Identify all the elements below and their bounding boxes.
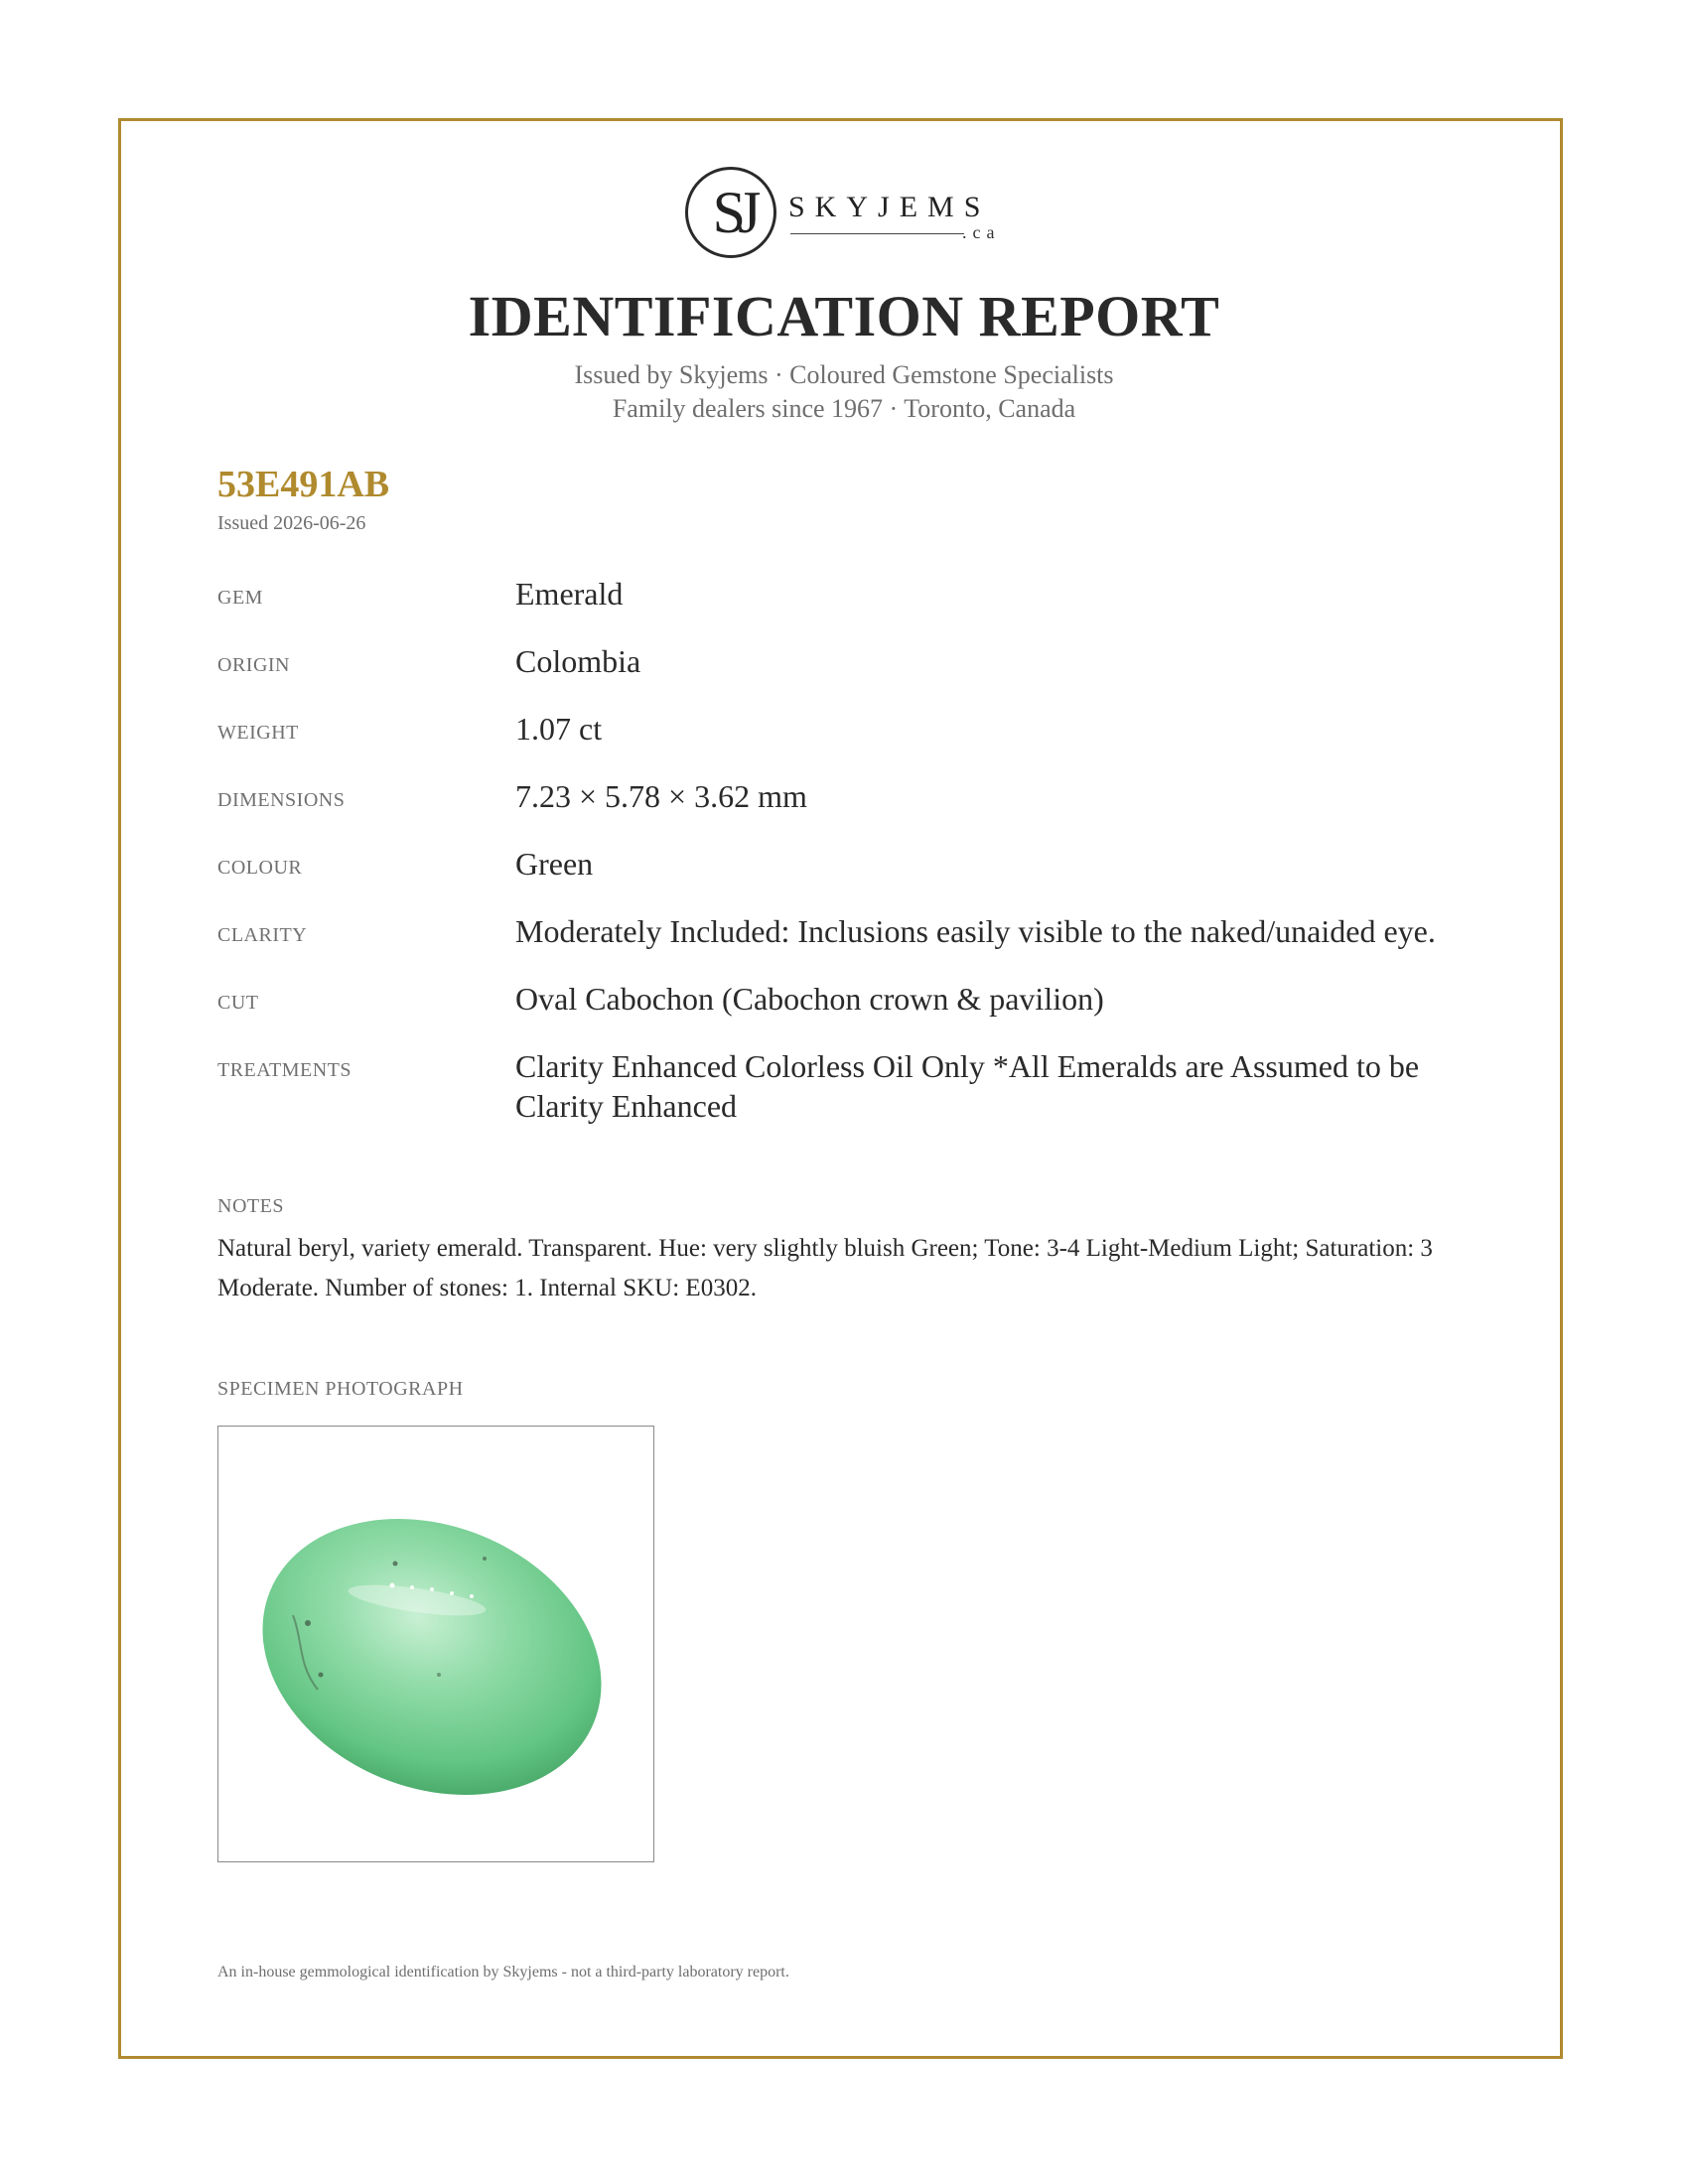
photo-label: SPECIMEN PHOTOGRAPH (217, 1378, 464, 1400)
specimen-photograph (217, 1426, 654, 1862)
issue-date: Issued 2026-06-26 (217, 512, 366, 534)
field-label: GEM (217, 587, 263, 609)
notes-text: Natural beryl, variety emerald. Transparent. Hue: very slightly bluish Green; Tone: 3-4 Light-Medium Light; Saturation: 3 Moderate. Number of stones: 1. Internal SKU: E0302. (217, 1235, 1433, 1301)
field-value: Moderately Included: Inclusions easily visible to the naked/unaided eye. (515, 913, 1436, 949)
logo-domain-suffix: .ca (962, 222, 1001, 242)
field-label: CLARITY (217, 924, 308, 946)
field-label: DIMENSIONS (217, 789, 346, 811)
field-value: Green (515, 846, 594, 882)
field-value: 7.23 × 5.78 × 3.62 mm (515, 778, 807, 814)
field-value: 1.07 ct (515, 711, 603, 747)
logo-monogram: SJ (712, 180, 754, 245)
logo-rule (790, 233, 964, 234)
field-label: TREATMENTS (217, 1059, 352, 1081)
field-value: Oval Cabochon (Cabochon crown & pavilion) (515, 981, 1104, 1017)
issuer-line-2: Family dealers since 1967 · Toronto, Canada (612, 394, 1076, 423)
field-value: Clarity Enhanced Colorless Oil Only *All Emeralds are Assumed to be Clarity Enhanced (515, 1048, 1420, 1124)
logo-wordmark: SKYJEMS (788, 191, 991, 223)
field-label: COLOUR (217, 857, 303, 879)
field-label: WEIGHT (217, 722, 299, 744)
field-label: CUT (217, 992, 259, 1014)
field-value: Colombia (515, 643, 641, 679)
disclaimer-footer: An in-house gemmological identification by Skyjems - not a third-party laboratory report. (217, 1964, 789, 1980)
report-title: IDENTIFICATION REPORT (468, 284, 1220, 348)
issuer-line-1: Issued by Skyjems · Coloured Gemstone Specialists (574, 360, 1114, 389)
skyjems-logo (685, 165, 1013, 264)
field-label: ORIGIN (217, 654, 290, 676)
emerald-cabochon-image (218, 1427, 652, 1860)
notes-label: NOTES (217, 1195, 284, 1217)
field-value: Emerald (515, 576, 624, 612)
report-id: 53E491AB (217, 464, 390, 505)
